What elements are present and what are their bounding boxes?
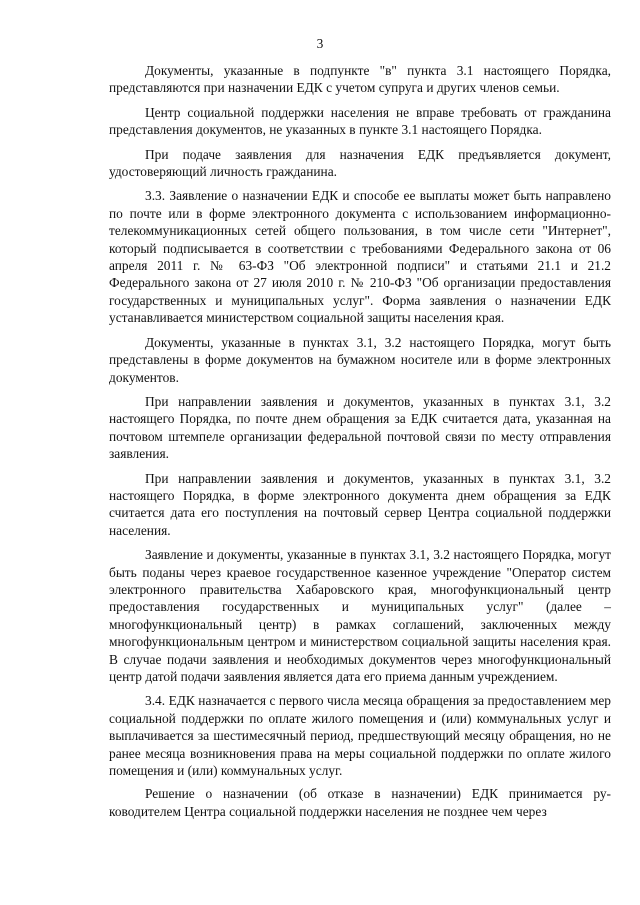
paragraph-postal-submission: При направлении заявления и документов, указанных в пунктах 3.1, 3.2 настоящего Порядка, по почте днем обращения за ЕДК считается дата, указанная на почтовом штемпеле организации федеральной почтовой связи по месту отправления заявления. (109, 393, 611, 462)
paragraph-no-extra-documents: Центр социальной поддержки населения не вправе требовать от гражданина представления документов, не указанных в пункте 3.1 настоящего Порядка. (109, 104, 611, 138)
page-number: 3 (316, 36, 324, 51)
document-body (109, 62, 611, 827)
paragraph-document-forms: Документы, указанные в пунктах 3.1, 3.2 настоящего Порядка, могут быть представлены в форме документов на бумажном носителе или в форме электронных документов. (109, 334, 611, 385)
paragraph-decision: Решение о назначении (об отказе в назначении) ЕДК принимается руководителем Центра социальной поддержки населения не позднее чем через (109, 786, 611, 819)
paragraph-spouse-documents: Документы, указанные в подпункте "в" пункта 3.1 настоящего Порядка, представляются при назначении ЕДК с учетом супруга и других членов семьи. (109, 63, 611, 96)
paragraph-identity-document: При подаче заявления для назначения ЕДК предъявляется документ, удостоверяющий личность гражданина. (109, 146, 611, 180)
paragraph-electronic-submission: При направлении заявления и документов, указанных в пунктах 3.1, 3.2 настоящего Порядка, в форме электронного документа днем обращения за ЕДК считается дата его поступления на почтовый сервер Центра социальной поддержки населения. (109, 470, 611, 538)
paragraph-mfc-submission: Заявление и документы, указанные в пунктах 3.1, 3.2 настоящего Порядка, могут быть поданы через краевое государственное казенное учреждение "Оператор систем электронного правительства Хабаровского края, многофункциональный центр предоставления государственных и муниципальных услуг" (далее – многофункциональный центр) в рамках соглашений, заключенных между многофункциональным центром и министерством социальной защиты населения края. В случае подачи заявления и необходимых документов через многофункциональный центр датой подачи заявления является дата его приема данным учреждением. (109, 547, 611, 684)
paragraph-3-4-assignment-period: 3.4. ЕДК назначается с первого числа месяца обращения за предоставлением мер социальной поддержки по оплате жилого помещения и (или) коммунальных услуг и выплачивается за шестимесячный период, предшествующий месяцу обращения, но не ранее месяца возникновения права на меры социальной поддержки по оплате жилого помещения и (или) коммунальных услуг. (109, 693, 611, 779)
paragraph-3-3-application-submission: 3.3. Заявление о назначении ЕДК и способе ее выплаты может быть направлено по почте или в форме электронного документа с использованием информационно-телекоммуникационных сетей общего пользования, в том числе сети "Интернет", который подписывается в соответствии с требованиями Федерального закона от 06 апреля 2011 г. № 63-ФЗ "Об электронной подписи" и статьями 21.1 и 21.2 Федерального закона от 27 июля 2010 г. № 210-ФЗ "Об организации предоставления государственных и муниципальных услуг". Форма заявления о назначении ЕДК устанавливается министерством социальной защиты населения края. (109, 188, 611, 326)
